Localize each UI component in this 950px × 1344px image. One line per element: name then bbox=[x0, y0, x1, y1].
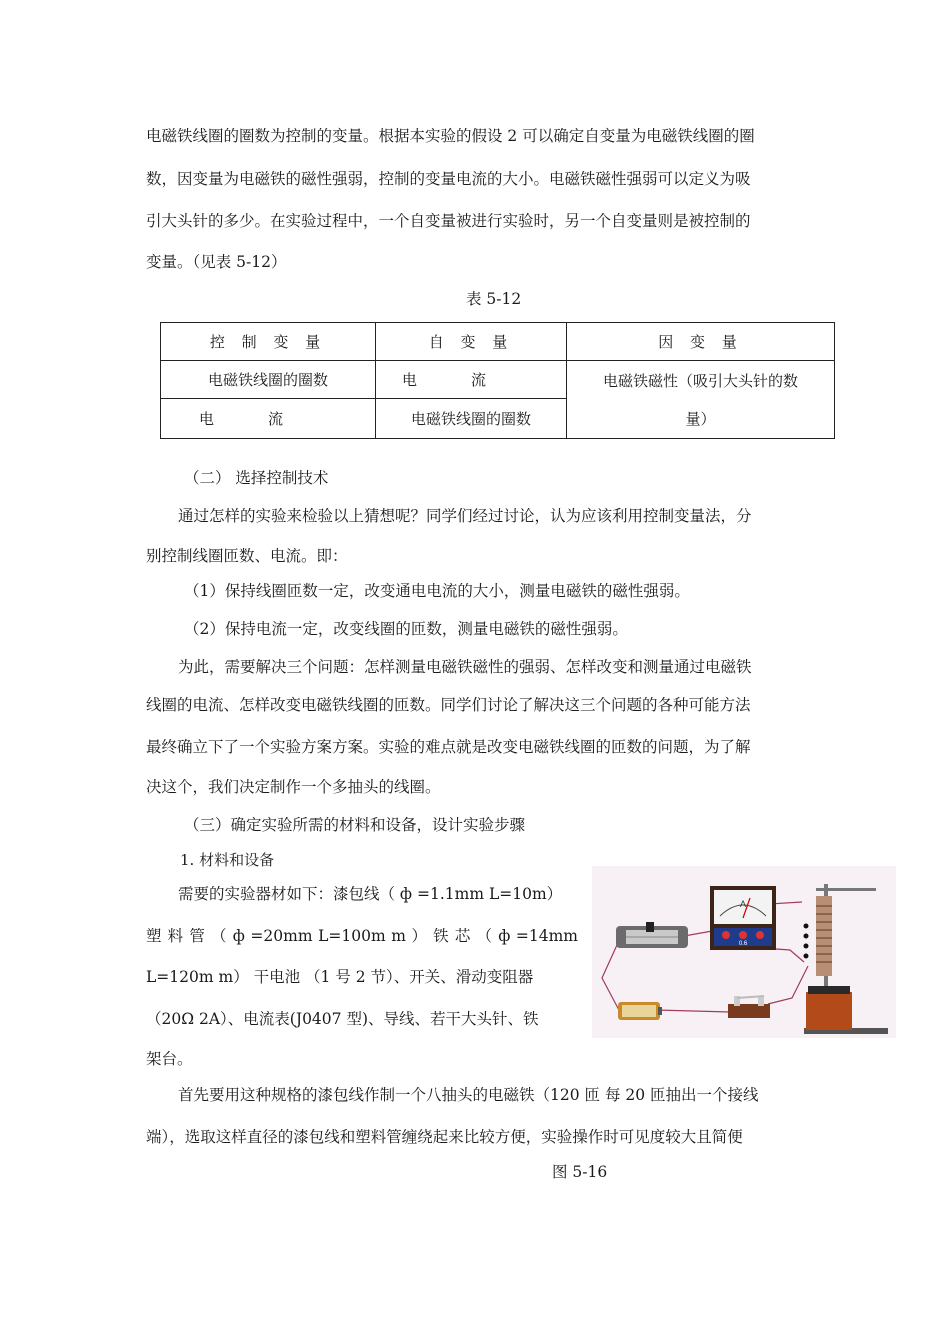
ammeter-scale: 0.6 bbox=[738, 941, 748, 947]
data-table bbox=[160, 322, 835, 439]
paragraph-line: 首先要用这种规格的漆包线作制一个八抽头的电磁铁（120 匝 每 20 匝抽出一个接线 bbox=[178, 1086, 759, 1104]
materials-line: L=120m m） 干电池 （1 号 2 节）、开关、滑动变阻器 bbox=[146, 968, 534, 986]
table-row bbox=[161, 361, 835, 399]
section-heading: （三）确定实验所需的材料和设备，设计实验步骤 bbox=[184, 816, 526, 834]
header-cell-control-variable: 控 制 变 量 bbox=[161, 323, 376, 361]
circuit-illustration bbox=[592, 866, 896, 1038]
list-item: （2）保持电流一定，改变线圈的匝数，测量电磁铁的磁性强弱。 bbox=[184, 620, 628, 638]
paragraph-line: 数，因变量为电磁铁的磁性强弱，控制的变量电流的大小。电磁铁磁性强弱可以定义为吸 bbox=[146, 170, 751, 188]
paragraph-line: 引大头针的多少。在实验过程中，一个自变量被进行实验时，另一个自变量则是被控制的 bbox=[146, 212, 751, 230]
table-cell-merged bbox=[567, 361, 835, 439]
battery-icon bbox=[618, 1002, 662, 1020]
paragraph-line: 端），选取这样直径的漆包线和塑料管缠绕起来比较方便，实验操作时可见度较大且简便 bbox=[146, 1128, 743, 1146]
ammeter-letter: A bbox=[739, 899, 747, 909]
materials-line: 需要的实验器材如下：漆包线（ ф =1.1mm L=10m） bbox=[178, 885, 563, 903]
paragraph-line: 电磁铁线圈的圈数为控制的变量。根据本实验的假设 2 可以确定自变量为电磁铁线圈的圈 bbox=[146, 127, 755, 145]
experiment-circuit-figure bbox=[592, 866, 896, 1038]
section-heading: （二） 选择控制技术 bbox=[184, 469, 329, 487]
list-item: （1）保持线圈匝数一定，改变通电电流的大小，测量电磁铁的磁性强弱。 bbox=[184, 582, 690, 600]
figure-caption: 图 5-16 bbox=[552, 1163, 608, 1181]
materials-line: （20Ω 2A）、电流表(J0407 型)、导线、若干大头针、铁 bbox=[146, 1010, 539, 1028]
materials-line: 架台。 bbox=[146, 1050, 193, 1068]
table-cell: 电流 bbox=[161, 399, 376, 439]
paragraph-line: 变量。（见表 5-12） bbox=[146, 253, 287, 271]
merged-cell-line: 量） bbox=[685, 409, 716, 428]
merged-cell-line: 电磁铁磁性（吸引大头针的数 bbox=[602, 371, 798, 390]
pin-box-icon bbox=[806, 986, 852, 1030]
paragraph-line: 别控制线圈匝数、电流。即： bbox=[146, 547, 348, 565]
materials-line: 塑 料 管 （ ф =20mm L=100m m ） 铁 芯 （ ф =14mm bbox=[146, 927, 578, 945]
paragraph-line: 最终确立下了一个实验方案方案。实验的难点就是改变电磁铁线圈的匝数的问题，为了解 bbox=[146, 738, 751, 756]
header-cell-dependent-variable: 因 变 量 bbox=[567, 323, 835, 361]
paragraph-line: 线圈的电流、怎样改变电磁铁线圈的匝数。同学们讨论了解决这三个问题的各种可能方法 bbox=[146, 696, 751, 714]
table-caption: 表 5-12 bbox=[466, 290, 522, 308]
ammeter-icon bbox=[710, 886, 776, 950]
header-cell-independent-variable: 自 变 量 bbox=[376, 323, 567, 361]
table-cell: 电磁铁线圈的圈数 bbox=[376, 399, 567, 439]
paragraph-line: 决这个，我们决定制作一个多抽头的线圈。 bbox=[146, 778, 441, 796]
table-cell: 电磁铁线圈的圈数 bbox=[161, 361, 376, 399]
paragraph-line: 为此，需要解决三个问题：怎样测量电磁铁磁性的强弱、怎样改变和测量通过电磁铁 bbox=[178, 658, 752, 676]
table-cell: 电流 bbox=[376, 361, 567, 399]
paragraph-line: 通过怎样的实验来检验以上猜想呢？同学们经过讨论，认为应该利用控制变量法，分 bbox=[178, 507, 752, 525]
table-header-row bbox=[161, 323, 835, 361]
subheading: 1. 材料和设备 bbox=[180, 851, 275, 869]
